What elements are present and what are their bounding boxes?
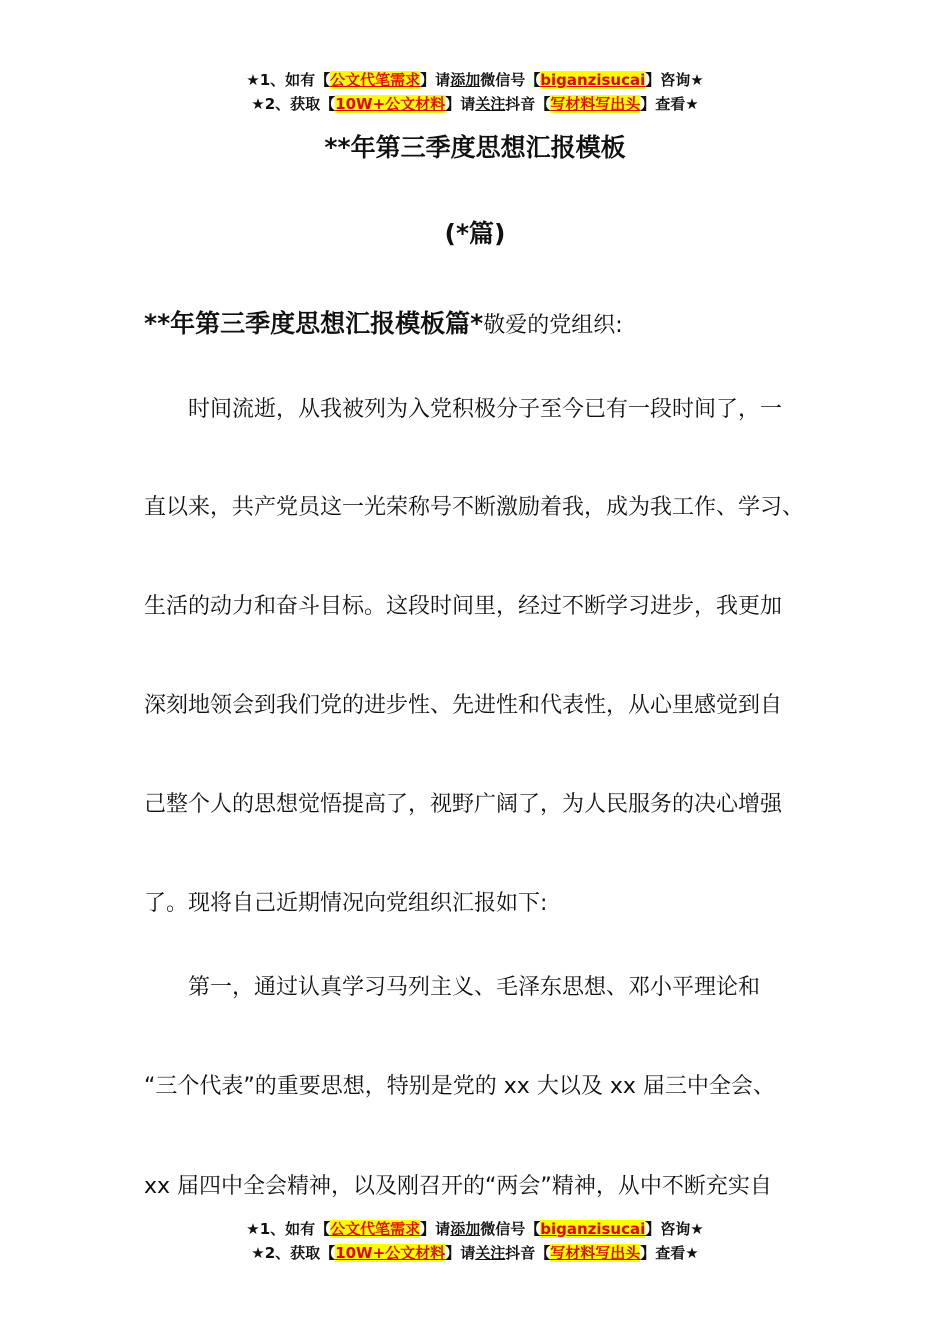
banner-text: 】请 (445, 1244, 476, 1262)
banner-text: 】咨询★ (645, 71, 704, 89)
banner-text: ★2、获取【 (251, 95, 336, 113)
document-title: **年第三季度思想汇报模板 (324, 133, 626, 162)
body-line: 深刻地领会到我们党的进步性、先进性和代表性，从心里感觉到自 (144, 693, 783, 718)
body-line: 第一，通过认真学习马列主义、毛泽东思想、邓小平理论和 (144, 975, 761, 1000)
banner-highlight: 10W+公文材料 (335, 95, 446, 113)
document-subtitle: (*篇) (444, 219, 506, 248)
bottom-banner (0, 1217, 950, 1265)
body-line: 己整个人的思想觉悟提高了，视野广阔了，为人民服务的决心增强 (144, 792, 783, 817)
banner-highlight: biganzisucai (540, 1220, 646, 1238)
banner-text: 】请 (420, 71, 451, 89)
banner-text: 抖音【 (505, 95, 551, 113)
banner-line-2 (0, 1241, 950, 1265)
banner-highlight: 10W+公文材料 (335, 1244, 446, 1262)
banner-highlight: 公文代笔需求 (330, 1220, 421, 1238)
banner-text: ★2、获取【 (251, 1244, 336, 1262)
banner-line-1 (0, 1217, 950, 1241)
heading-text: **年第三季度思想汇报模板篇* (144, 309, 484, 338)
banner-text: 微信号【 (480, 71, 541, 89)
banner-text: 】请 (445, 95, 476, 113)
banner-text: 微信号【 (480, 1220, 541, 1238)
banner-text: 】查看★ (640, 95, 699, 113)
banner-underlined: 关注 (475, 1244, 506, 1262)
banner-text: ★1、如有【 (246, 71, 331, 89)
salutation: 敬爱的党组织: (483, 313, 623, 338)
banner-text: 抖音【 (505, 1244, 551, 1262)
banner-text: 】查看★ (640, 1244, 699, 1262)
banner-text: ★1、如有【 (246, 1220, 331, 1238)
banner-highlight: biganzisucai (540, 71, 646, 89)
body-line: 直以来，共产党员这一光荣称号不断激励着我，成为我工作、学习、 (144, 495, 805, 520)
banner-highlight: 写材料写出头 (550, 1244, 641, 1262)
top-banner (0, 68, 950, 116)
banner-text: 】请 (420, 1220, 451, 1238)
body-line: 了。现将自己近期情况向党组织汇报如下: (144, 891, 548, 916)
body-line: “三个代表”的重要思想，特别是党的 xx 大以及 xx 届三中全会、 (144, 1074, 775, 1099)
banner-text: 】咨询★ (645, 1220, 704, 1238)
banner-line-2 (0, 92, 950, 116)
banner-line-1 (0, 68, 950, 92)
banner-underlined: 添加 (450, 71, 481, 89)
body-line: xx 届四中全会精神，以及刚召开的“两会”精神，从中不断充实自 (144, 1174, 772, 1199)
body-line: 生活的动力和奋斗目标。这段时间里，经过不断学习进步，我更加 (144, 594, 783, 619)
banner-highlight: 公文代笔需求 (330, 71, 421, 89)
banner-underlined: 关注 (475, 95, 506, 113)
body-line: 时间流逝，从我被列为入党积极分子至今已有一段时间了，一 (144, 397, 783, 422)
banner-underlined: 添加 (450, 1220, 481, 1238)
section-heading (144, 304, 623, 347)
banner-highlight: 写材料写出头 (550, 95, 641, 113)
